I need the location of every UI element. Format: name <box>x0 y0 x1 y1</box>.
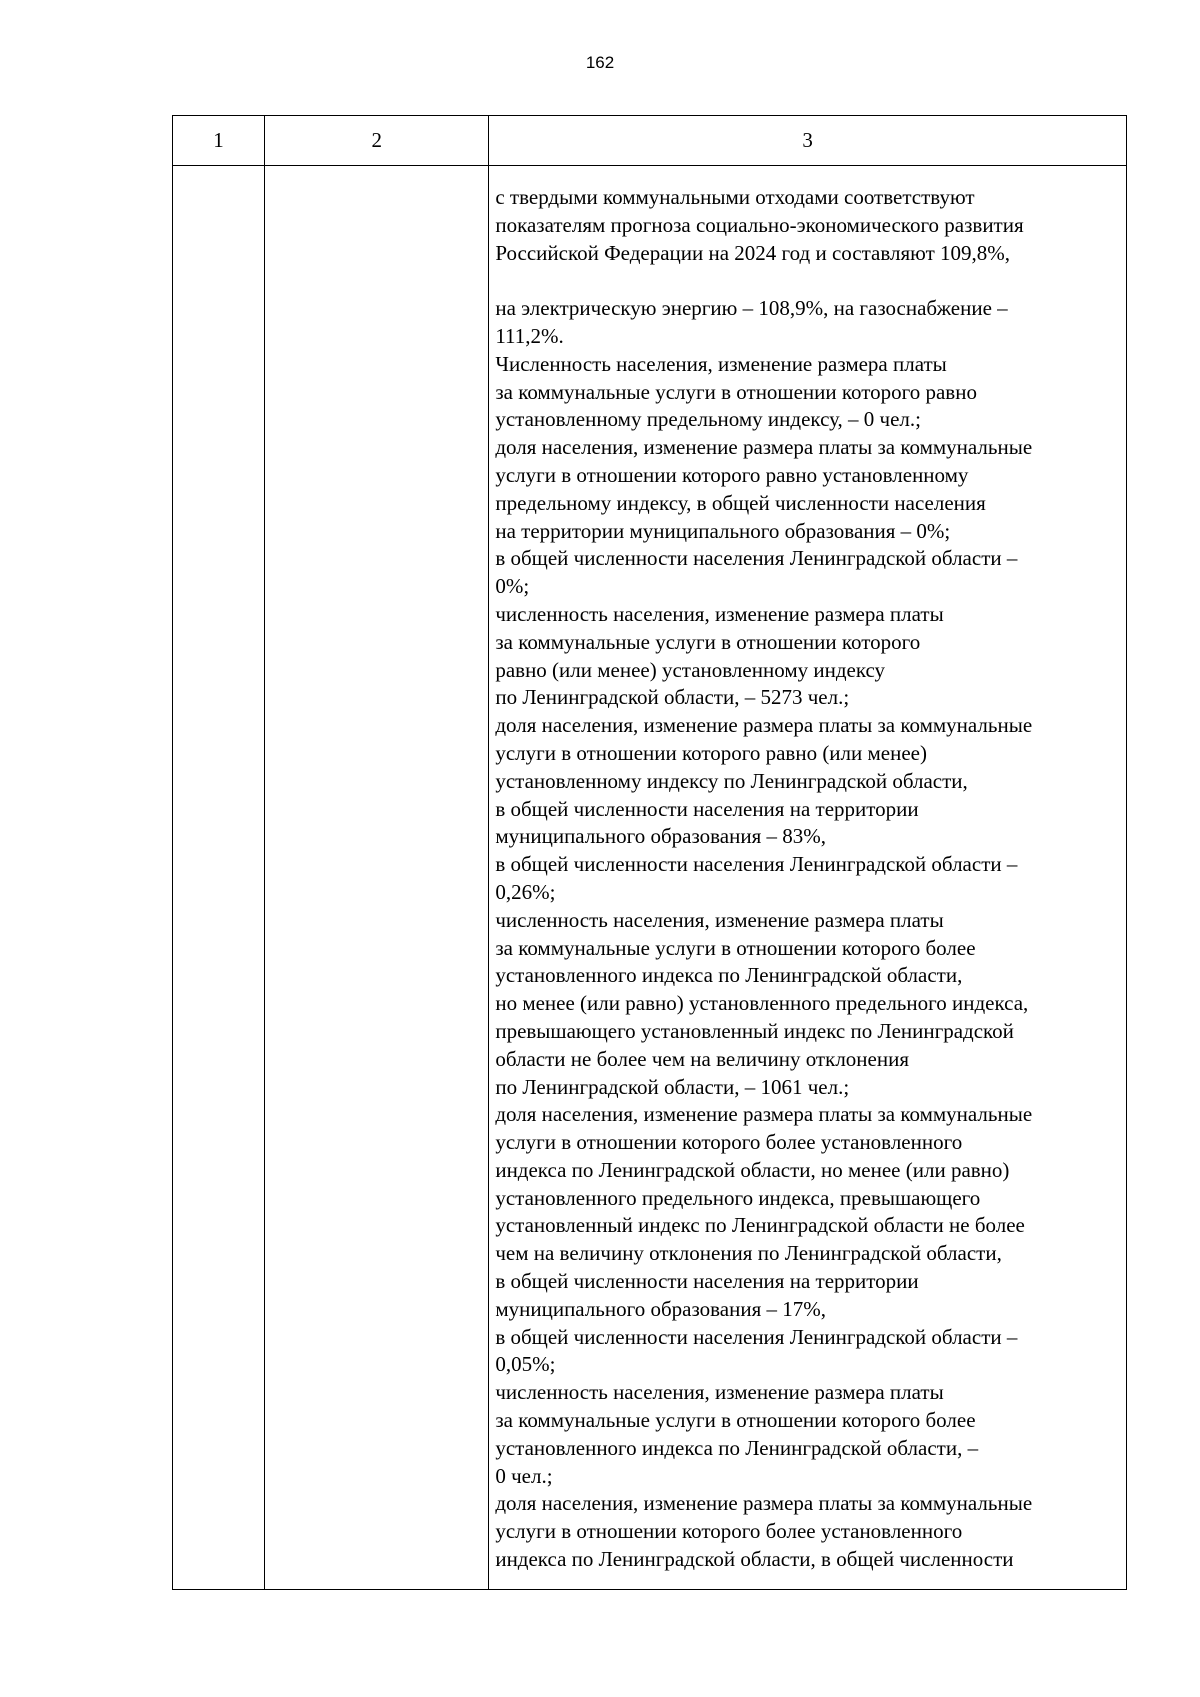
table-header-row <box>173 116 1127 166</box>
text-line: в общей численности населения на территории <box>495 1269 919 1294</box>
text-line: за коммунальные услуги в отношении которого <box>495 629 921 654</box>
text-line: на территории муниципального образования – 0%; <box>495 518 951 543</box>
text-line: 0 чел.; <box>495 1463 553 1488</box>
text-line: установленного предельного индекса, превышающего <box>495 1185 981 1210</box>
text-line: за коммунальные услуги в отношении которого более <box>495 1408 976 1433</box>
text-line: за коммунальные услуги в отношении которого равно <box>495 379 977 404</box>
text-line: установленному индексу по Ленинградской области, <box>495 768 968 793</box>
column-header-3: 3 <box>489 116 1127 166</box>
text-line: равно (или менее) установленному индексу <box>495 657 886 682</box>
text-line: услуги в отношении которого более установленного <box>495 1519 963 1544</box>
text-line: установленный индекс по Ленинградской области не более <box>495 1213 1025 1238</box>
text-line: Численность населения, изменение размера платы <box>495 351 947 376</box>
text-line: по Ленинградской области, – 1061 чел.; <box>495 1074 850 1099</box>
text-line: доля населения, изменение размера платы за коммунальные <box>495 1491 1033 1516</box>
text-line: области не более чем на величину отклонения <box>495 1046 909 1071</box>
text-line: 0%; <box>495 574 530 599</box>
text-line: в общей численности населения на территории <box>495 796 919 821</box>
text-line: численность населения, изменение размера платы <box>495 907 944 932</box>
text-line: установленного индекса по Ленинградской области, <box>495 963 963 988</box>
table-body-row <box>173 166 1127 1590</box>
text-line: муниципального образования – 17%, <box>495 1296 826 1321</box>
text-line: на электрическую энергию – 108,9%, на газоснабжение – <box>495 296 1008 321</box>
page-number: 162 <box>585 53 615 72</box>
text-line: доля населения, изменение размера платы за коммунальные <box>495 1102 1033 1127</box>
text-line: Российской Федерации на 2024 год и составляют 109,8%, <box>495 240 1010 265</box>
text-line: в общей численности населения Ленинградской области – <box>495 546 1018 571</box>
cell-col2 <box>265 166 489 1590</box>
text-line: услуги в отношении которого равно (или менее) <box>495 740 927 765</box>
cell-col1 <box>173 166 265 1590</box>
text-line: по Ленинградской области, – 5273 чел.; <box>495 685 850 710</box>
text-line: чем на величину отклонения по Ленинградской области, <box>495 1241 1002 1266</box>
text-line: услуги в отношении которого более установленного <box>495 1130 963 1155</box>
text-line: индекса по Ленинградской области, в общей численности <box>495 1547 1014 1572</box>
text-line: в общей численности населения Ленинградской области – <box>495 1324 1018 1349</box>
text-line: за коммунальные услуги в отношении которого более <box>495 935 976 960</box>
text-line: численность населения, изменение размера платы <box>495 601 944 626</box>
text-line: но менее (или равно) установленного предельного индекса, <box>495 991 1029 1016</box>
column-header-2: 2 <box>265 116 489 166</box>
text-line: установленному предельному индексу, – 0 чел.; <box>495 407 921 432</box>
text-line: предельному индексу, в общей численности населения <box>495 490 986 515</box>
document-table <box>172 115 1127 1590</box>
text-line: 0,05%; <box>495 1352 556 1377</box>
column-header-1: 1 <box>173 116 265 166</box>
text-line: доля населения, изменение размера платы за коммунальные <box>495 713 1033 738</box>
text-line: в общей численности населения Ленинградской области – <box>495 852 1018 877</box>
cell-col3 <box>489 166 1127 1590</box>
text-line: муниципального образования – 83%, <box>495 824 826 849</box>
text-line: индекса по Ленинградской области, но менее (или равно) <box>495 1157 1010 1182</box>
text-line: услуги в отношении которого равно установленному <box>495 462 969 487</box>
text-line: установленного индекса по Ленинградской области, – <box>495 1435 979 1460</box>
text-line: 0,26%; <box>495 879 556 904</box>
cell-col3-text <box>489 166 1126 1574</box>
text-line: доля населения, изменение размера платы за коммунальные <box>495 435 1033 460</box>
text-line: численность населения, изменение размера платы <box>495 1380 944 1405</box>
text-line: с твердыми коммунальными отходами соответствуют <box>495 185 975 209</box>
text-line: показателям прогноза социально-экономического развития <box>495 212 1024 237</box>
text-line: 111,2%. <box>495 323 564 348</box>
text-line <box>495 267 1122 295</box>
text-line: превышающего установленный индекс по Ленинградской <box>495 1018 1014 1043</box>
